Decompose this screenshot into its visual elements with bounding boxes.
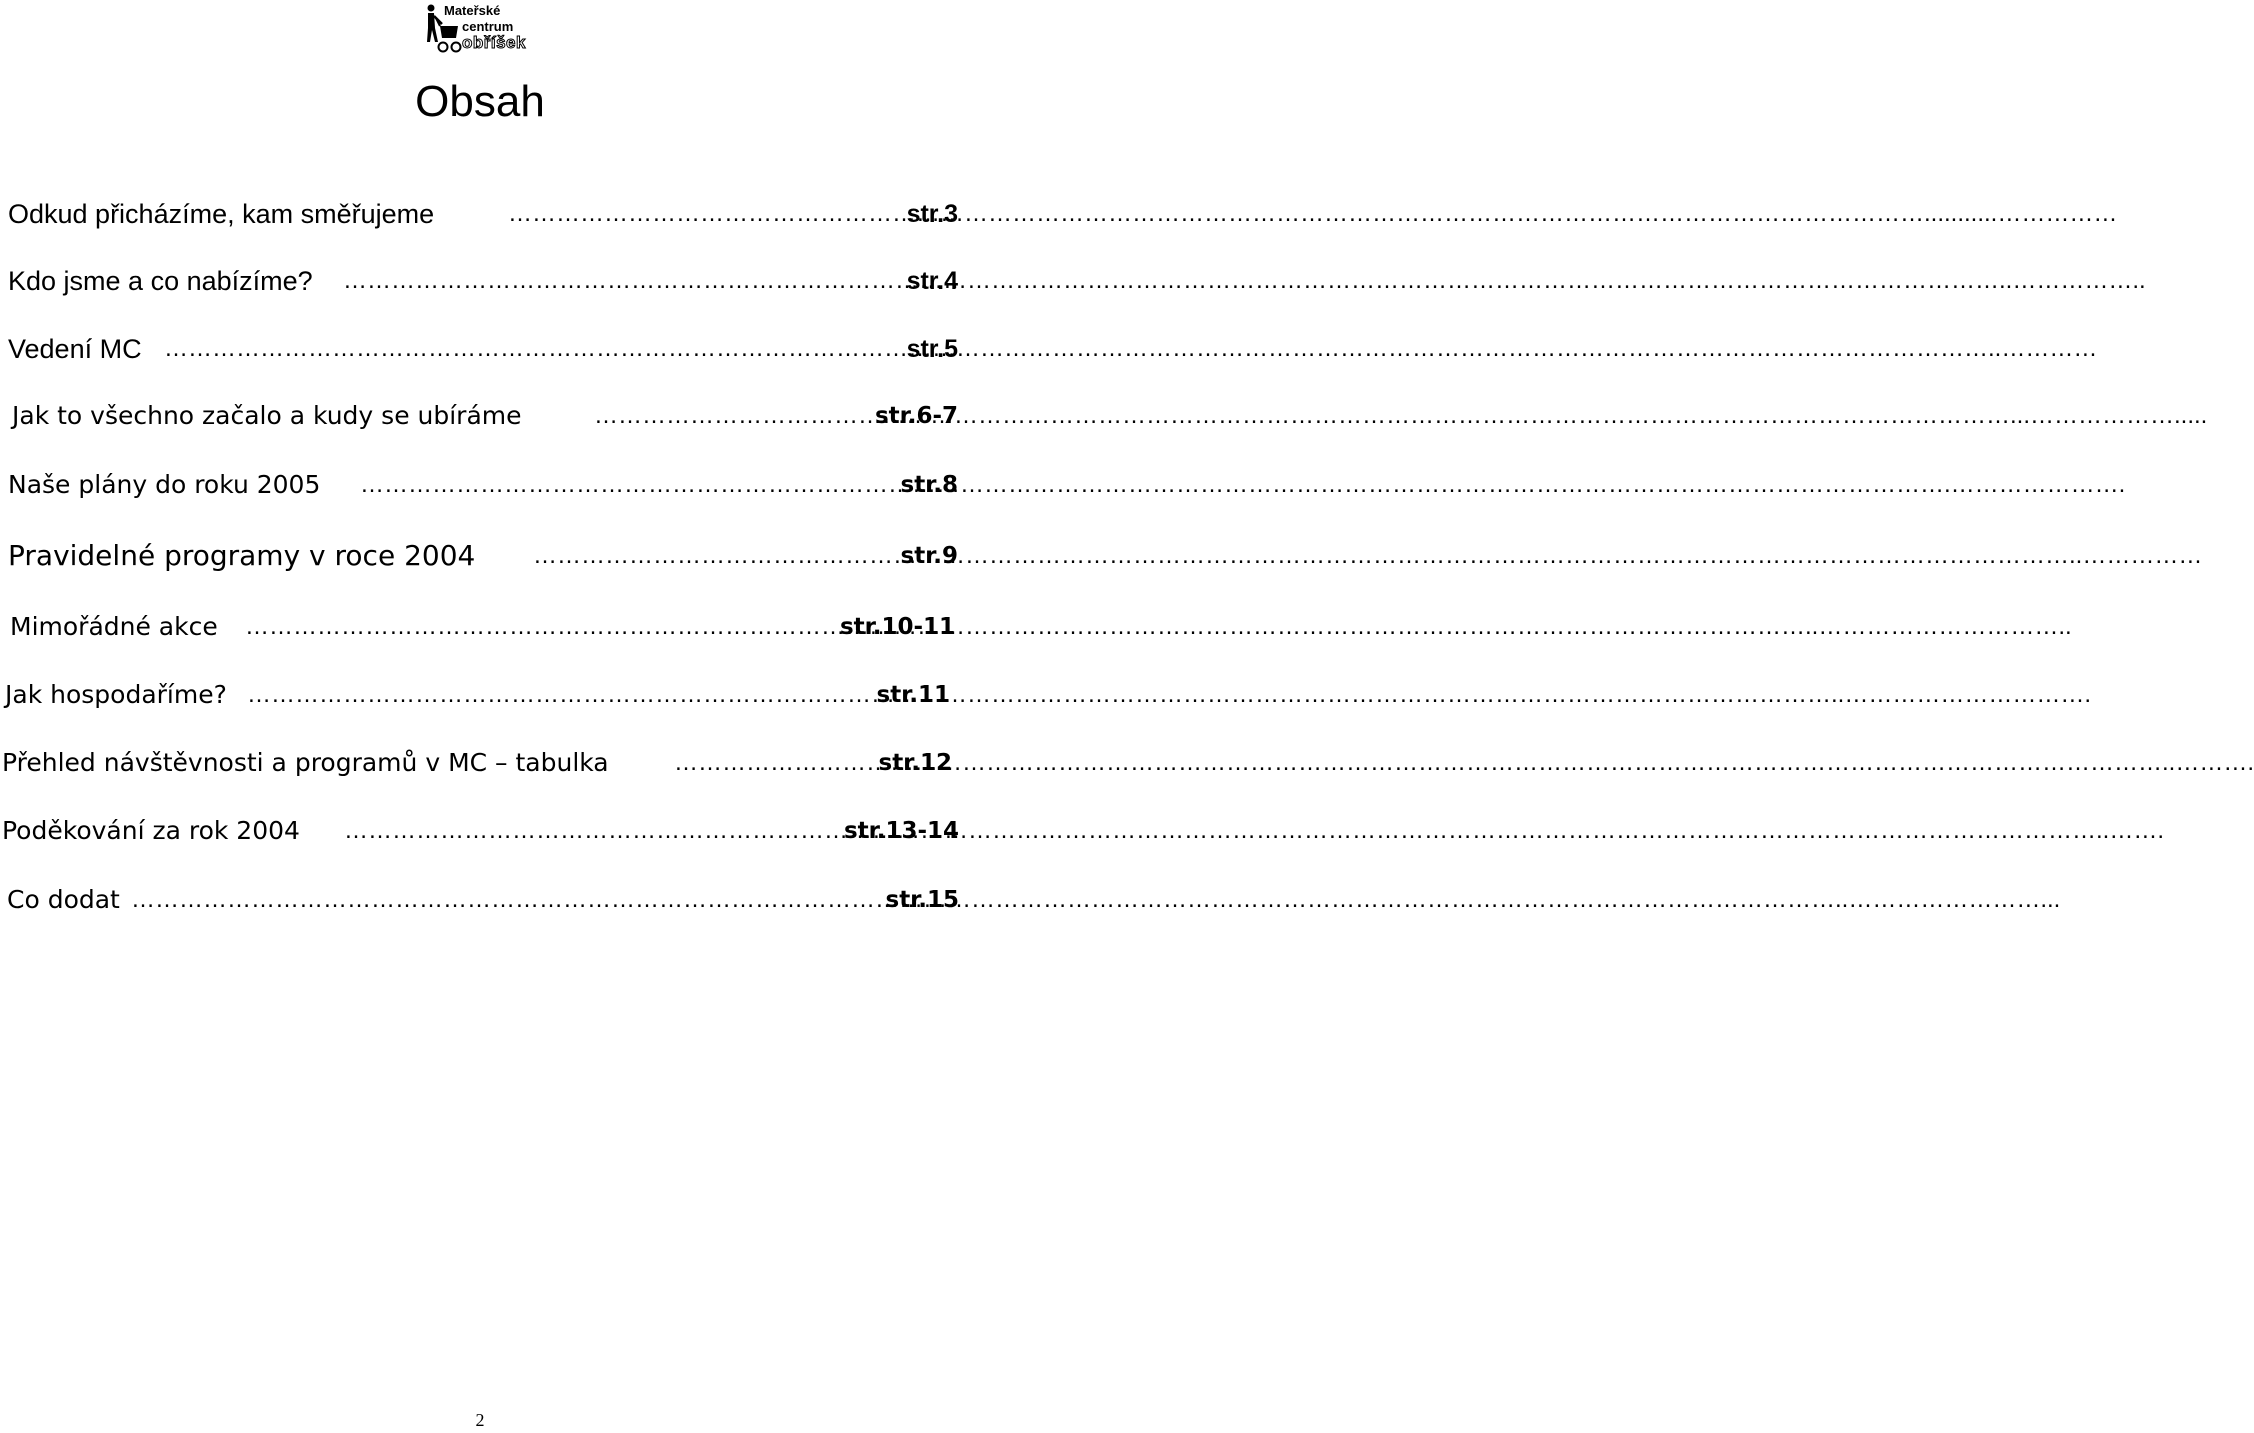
toc-label: Odkud přicházíme, kam směřujeme [8,199,435,229]
page-number: 2 [475,1410,485,1430]
toc-label: Pravidelné programy v roce 2004 [8,539,476,572]
toc-page: str.12 [878,750,952,776]
toc-dots: …………………………………………………………………………………………………………………………………………………………… …………………..…………………………. [247,677,863,713]
toc-label: Jak hospodaříme? [5,680,227,709]
toc-label: Jak to všechno začalo a kudy se ubíráme [12,401,522,430]
toc-label: Přehled návštěvnosti a programů v MC – tabulka [2,748,609,777]
toc-label: Naše plány do roku 2005 [8,470,321,499]
toc-entry [8,331,2098,367]
toc-page: str.4 [906,267,958,295]
toc-entry [5,677,2092,713]
toc-page: str.3 [906,200,958,228]
toc-page: str.11 [876,682,950,708]
toc-entry [2,745,2254,781]
toc-dots: …………………………………………………………………………………………………………………………………………………………… ……………………………………..……. [344,813,804,849]
toc-page: str.10-11 [839,614,955,640]
toc-dots: …………………………………………………………………………………………………………………………………………………………… ……………………………………………..………… [164,331,879,367]
logo [418,2,542,54]
toc-entry [12,398,2208,434]
toc-label: Kdo jsme a co nabízíme? [8,266,313,296]
toc-dots: …………………………………………………………………………………………………………………………………………………………… ...………………..... [594,398,836,434]
toc-entry [8,196,2118,232]
toc-page: str.8 [900,472,958,498]
logo-line-1: Mateřské [444,3,501,18]
toc-page: str.5 [906,335,958,363]
page-title: Obsah [415,77,545,126]
toc-dots: …………………………………………………………………………………………………………………………………………………………… ………………….…………………. [360,467,885,503]
toc-dots: …………………………………………………………………………………………………………………………………………………………… ………………………………..……………………... [131,882,861,918]
toc-entry [8,263,2146,299]
toc-page: str.15 [885,887,959,913]
toc-entry [8,538,2203,574]
toc-entry [7,882,2061,918]
toc-entry [8,467,2126,503]
toc-label: Mimořádné akce [10,612,218,641]
logo-line-2: centrum [462,19,514,34]
toc-dots: …………………………………………………………………………………………………………………………………………………………… ………………..………………………….. [245,609,815,645]
toc-label: Vedení MC [8,334,142,364]
toc-dots: …………………………………………………………………………………………………………………………………………………………… ………..………. [674,745,856,781]
toc-entry [10,609,2072,645]
toc-label: Poděkování za rok 2004 [2,816,300,845]
toc-label: Co dodat [7,885,120,914]
toc-dots: …………………………………………………………………………………………………………………………………………………………… ……………..…………… [533,538,869,574]
toc-page: str.9 [900,543,958,569]
toc-page: str.6-7 [874,403,958,429]
toc-page: str.13-14 [843,818,959,844]
logo-line-3: obříšek [462,33,526,52]
toc-dots: …………………………………………………………………………………………………………………………………………………………… ...........…………… [508,196,878,232]
toc-entry [2,813,2165,849]
toc-dots: …………………………………………………………………………………………………………………………………………………………… …………………………..…………….. [343,263,873,299]
